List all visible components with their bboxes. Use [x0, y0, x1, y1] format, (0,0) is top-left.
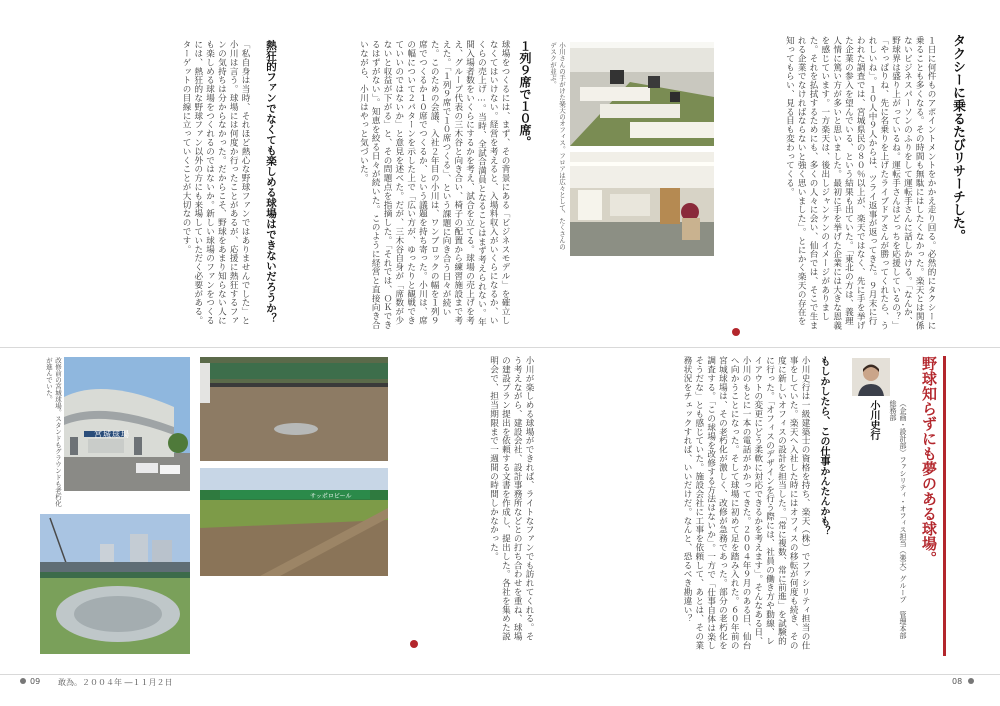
article-body: 小川が楽しめる球場ができれば、ライトなファンでも訪れてくれる。そう考えながら、建設会社、設計事務所などとの打ち合わせを重ね、球場の建設プラン提出を依頼する文書を作成し、提出した。各社を集めた説明会で、担当期限まで一週間の時間しかなかった。	[488, 356, 534, 641]
stadium-exterior-photo	[64, 357, 190, 491]
end-mark	[732, 328, 740, 336]
profile-name: 小川史行	[868, 400, 879, 440]
article-body: 小川史行は一級建築士の資格を持ち、楽天（株）でファシリティ担当の仕事をしていた。楽天へ入社した時にはオフィスの移転が何度も続き、その度に新しいオフィスの設計を担当した。「常に複数、常に前進」を試験的に行った。「オフィスのデザインを行う際には、社員の働き方や動線、レイアウトの変更にどう柔軟に対応できるかを考えます」。そんなある日、小川のもとに一本の電話がかかってきた。２００４年９月のある日、仙台へ向かうことになった。そして球場に初めて足を踏み入れた。６０年前の宮城球場は、その老朽化が激しく、改修が急務であった。部分の老朽化を調査する。「この球場を改修する方法はないか」。一方で「仕事自体は楽しそうだな」とも感じていた。施設会社に工事を依頼して、あとは、その業務状況をチェックすれば、いいだけだ。なんと、恐るべき勘違い？	[682, 356, 810, 650]
running-footer: 敢為。２００４年 ―１１月２日	[58, 678, 173, 687]
section-heading: 熱狂的ファンでなくても楽しめる球場はできないだろうか？	[265, 40, 277, 324]
office-photo-2	[570, 152, 714, 256]
horizontal-rule	[0, 347, 1000, 348]
photo-caption: 改修前の宮城球場。スタンドもグラウンドも老朽化が進んでいた。	[45, 357, 62, 507]
portrait-photo	[852, 358, 890, 396]
outfield-banner: サッポロビール	[310, 493, 352, 500]
article-body: 「私自身は当時、それほど熱心な野球ファンではありませんでした」と小川は言う。球場には何度か行ったことがあるが、応援に熱狂するファンの気持ちは分からなかった。だからこそ、野球をあまり知らない人にも楽しめる球場をつくれるのではないか。新しい球場のファンをつくるには、熱狂的な野球ファン以外の方にも来場していただく必要がある。ターゲットの目線に立っていくことが大切なのです。	[181, 40, 250, 325]
section-heading: １列９席で１０席。	[518, 40, 532, 148]
page-marker	[968, 678, 974, 684]
stadium-sign: 宮城球場	[94, 430, 130, 439]
section-heading: 野球知らずにも夢のある球場。	[920, 356, 938, 566]
article-body: 球場をつくるには、まず、その背景にある「ビジネスモデル」を確立しなくてはいけない。経営を考えると、入場料収入がいくらになるか、いくらの売上げ…。当時、全試合満員となることはまず考えられない。年間入場者数をいくらにするかを考え、試合を立てる。球場の売上げを考え、グループ代表の三木谷と向き合い、椅子の配置から練習施設まで考えた。「１列９席で１０席つくる」、という課題に向き合う日々が続いた。このための会議、入社２年目の小川は、ワンブロックの幅を１列９席でつくるか１０席でつくるか、という議題を持ち寄った。小川は、席の幅について２パターンを示した上で「広い方が、ゆったりと観戦できていいのではないか」と意見を述べた。だが、三木谷自身が「席数が少ないと収益が下がる」と、その問題点を指摘した。「それでは、ＯＫできるはずがない」。知恵を絞る日々が続いた。このように経営と直接向き合いながら、小川はやっと気づいた。	[358, 40, 510, 330]
page-marker	[20, 678, 26, 684]
article-body: １日に何件ものアポイントメントをかかえ走り回る。必然的にタクシーに乗ることも多くなる。その時間も無駄にはしたくなかった。楽天とは関係ないビジネスパーソンのふりをして運転手さんに話しかける。「なんか、野球界は盛り上がっているね。運転手さんはどっちを応援しているの？」「やっぱりね、先に名乗りを上げたライブドアさんが勝ってくれたら、うれしいね」。１０人中９人からは、ツライ返事が返ってきた。９月末に行われた調査では、宮城県民の８０％以上が、楽天ではなく、先に手を挙げた企業の参入を望んでいる、という結果も出ていた。「東北の方は、義理人情に篤い方が多いと思いました。最初に手を挙げた企業には大きな恩義を感じています。一方楽天は、後出しジャンケンのイメージがありました。それを払拭するためにも、多くの人々に会い、仙台では、そこで生まれる企業でなければならないと強く思いました」。とにかく楽天の存在を知ってもらい、見る目も変わってくる。	[784, 36, 936, 330]
footer-rule	[0, 674, 1000, 675]
section-heading: タクシーに乗るたびリサーチした。	[950, 34, 965, 242]
accent-rule	[943, 356, 946, 656]
page-number-left: 09	[30, 677, 41, 686]
stadium-infield-photo	[200, 357, 388, 461]
stadium-outfield-photo	[200, 468, 388, 576]
profile-title: （企画・設計部）ファシリティ・オフィス担当（楽天）グループ 管理本部 総務部	[889, 400, 907, 639]
photo-caption: 小川さんの手がけた楽天のオフィス。フロアは広々として、たくさんのデスクが並ぶ。	[549, 42, 566, 250]
office-photo-1	[570, 42, 714, 146]
stadium-field-photo	[40, 514, 190, 654]
sub-heading: もしかしたら、この仕事かんたんかも？	[818, 356, 829, 536]
end-mark	[410, 640, 418, 648]
page-number-right: 08	[952, 677, 963, 686]
